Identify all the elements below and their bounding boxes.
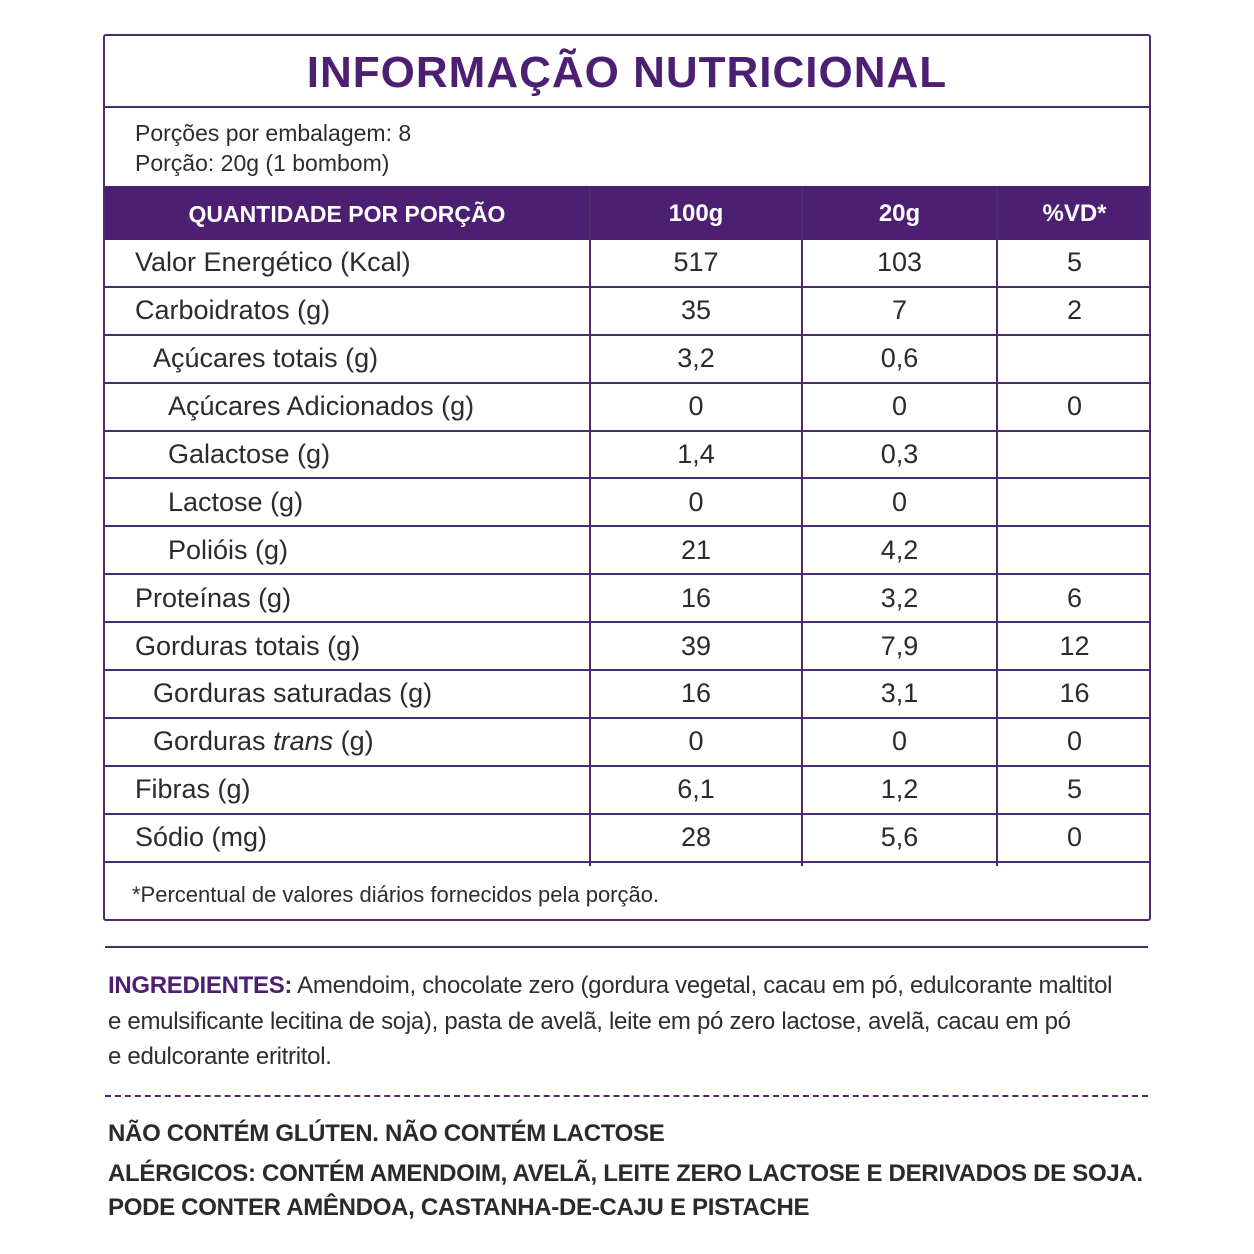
value-100g: 21 [680,534,712,565]
table-row [105,719,1149,767]
nutrient-name: Açúcares totais (g) [153,343,379,374]
nutrient-name-italic: trans [273,726,334,757]
nutrition-facts-panel [103,34,1151,921]
nutrient-name: Proteínas (g) [135,582,292,613]
value-100g: 1,4 [677,439,715,469]
nutrient-name-suffix: (g) [340,726,374,757]
nutrient-name [153,719,603,765]
value-100g: 39 [680,630,712,661]
value-100g: 0 [688,486,704,517]
header-100g: 100g [668,200,724,227]
table-header [105,186,1149,240]
value-20g: 5,6 [880,822,919,853]
value-20g: 3,2 [880,582,919,613]
nutrient-name: Gorduras totais (g) [135,630,361,661]
nutrient-name: Galactose (g) [168,439,331,469]
value-vd: 2 [1066,295,1083,326]
value-100g: 517 [673,247,719,278]
nutrient-name: Polióis (g) [168,534,289,565]
value-20g: 0,3 [880,439,919,469]
title-divider [105,106,1149,108]
nutrient-name: Valor Energético (Kcal) [135,247,411,278]
ingredients-line-1: Amendoim, chocolate zero (gordura vegetal, cacau em pó, edulcorante maltitol [297,972,1113,999]
value-vd: 0 [1066,822,1083,853]
table-row [105,623,1149,671]
serving-size: Porção: 20g (1 bombom) [135,150,390,176]
ingredients-line-2: e emulsificante lecitina de soja), pasta de avelã, leite em pó zero lactose, avelã, cacau em pó [108,1007,1071,1035]
ingredients-text [108,968,1148,1075]
dashed-divider [105,1095,1148,1097]
table-row [105,336,1149,384]
nutrient-name: Gorduras saturadas (g) [153,678,433,709]
value-100g: 6,1 [677,774,715,805]
value-vd [998,432,1151,478]
value-100g: 35 [680,295,712,326]
table-row [105,575,1149,623]
value-20g: 103 [876,247,923,278]
nutrient-name: Fibras (g) [135,774,251,805]
gluten-lactose-notice: NÃO CONTÉM GLÚTEN. NÃO CONTÉM LACTOSE [108,1120,665,1147]
value-vd [998,527,1151,573]
value-vd [998,479,1151,525]
value-20g: 7 [891,295,908,326]
header-quantity: QUANTIDADE POR PORÇÃO [188,201,506,227]
ingredients-label: INGREDIENTES: [108,972,293,999]
nutrition-rows [105,240,1149,863]
value-vd: 16 [1059,678,1090,709]
value-20g: 1,2 [880,774,919,805]
servings-per-package: Porções por embalagem: 8 [135,120,412,146]
table-row [105,479,1149,527]
ingredients-line-3: e edulcorante eritritol. [108,1043,332,1070]
nutrient-name: Carboidratos (g) [135,295,331,326]
value-20g: 0,6 [880,343,919,374]
value-100g: 16 [680,582,712,613]
value-100g: 0 [688,391,704,422]
value-20g: 4,2 [880,534,919,565]
value-vd: 0 [1066,391,1083,422]
value-100g: 3,2 [677,343,715,374]
nutrient-name: Açúcares Adicionados (g) [168,391,475,422]
value-vd: 5 [1066,247,1083,278]
table-row [105,288,1149,336]
value-vd: 12 [1059,630,1090,661]
value-20g: 3,1 [880,678,919,709]
value-100g: 0 [688,726,704,757]
value-vd: 0 [1066,726,1083,757]
value-20g: 7,9 [880,630,919,661]
table-row [105,240,1149,288]
section-divider [105,946,1148,948]
value-20g: 0 [891,726,908,757]
nutrient-name-prefix: Gorduras [153,726,266,757]
nutrient-name: Sódio (mg) [135,822,268,853]
allergens-line-1: ALÉRGICOS: CONTÉM AMENDOIM, AVELÃ, LEITE ZERO LACTOSE E DERIVADOS DE SOJA. [108,1160,1143,1187]
value-100g: 16 [680,678,712,709]
table-row [105,671,1149,719]
value-20g: 0 [891,391,908,422]
value-vd: 6 [1066,582,1083,613]
value-vd [998,336,1151,382]
nutrient-name: Lactose (g) [168,486,304,517]
value-vd: 5 [1066,774,1083,805]
nutrition-title: INFORMAÇÃO NUTRICIONAL [306,48,948,97]
ingredients-line [108,968,1148,1004]
table-row [105,815,1149,863]
value-100g: 28 [680,822,712,853]
header-20g: 20g [878,200,921,227]
table-row [105,527,1149,575]
table-row [105,384,1149,432]
table-row [105,432,1149,480]
header-vd: %VD* [1042,200,1107,227]
table-footnote: *Percentual de valores diários fornecidos pela porção. [132,882,660,907]
table-row [105,767,1149,815]
value-20g: 0 [891,486,908,517]
allergens-line-2: PODE CONTER AMÊNDOA, CASTANHA-DE-CAJU E PISTACHE [108,1194,810,1221]
